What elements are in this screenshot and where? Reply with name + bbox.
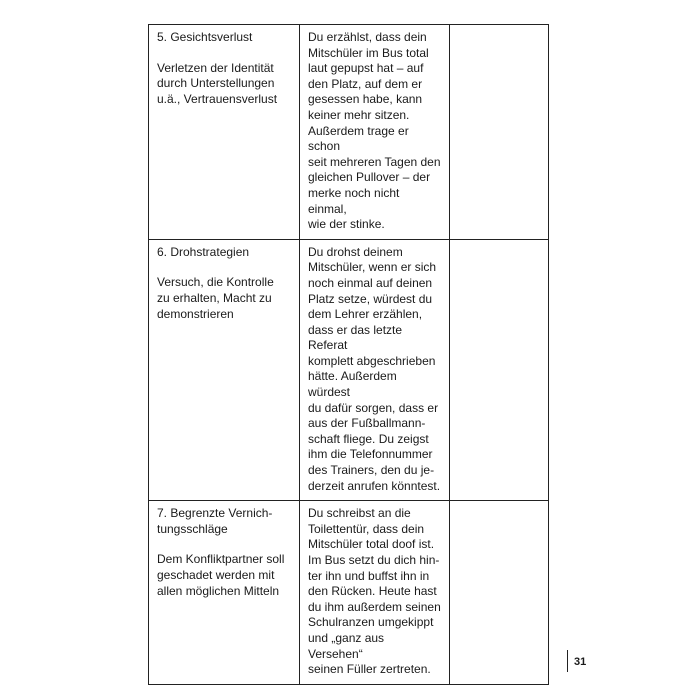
stage-example: Du erzählst, dass dein Mitschüler im Bus total laut gepupst hat – auf den Platz, auf dem er gesessen habe, kann keiner mehr sitzen. Außerdem trage er schon seit mehreren Tagen den gleichen Pullover – der merke noch nicht einmal, wie der stinke.: [308, 30, 441, 232]
notes-cell: [450, 501, 549, 685]
notes-cell: [450, 25, 549, 240]
stage-heading: 5. Gesichtsverlust: [157, 30, 253, 44]
table-row: [149, 239, 549, 501]
example-cell: [300, 239, 450, 501]
notes-cell: [450, 239, 549, 501]
stage-cell: [149, 501, 300, 685]
page-number: 31: [567, 650, 586, 672]
stage-example: Du schreibst an die Toilettentür, dass dein Mitschüler total doof ist. Im Bus setzt du dich hin- ter ihn und buffst ihn in den Rücken. Heute hast du ihm außerdem seinen Schulranzen umgekippt und „ganz aus Versehen“ seinen Füller zertreten.: [308, 506, 441, 677]
stage-description: Dem Konfliktpartner soll geschadet werden mit allen möglichen Mitteln: [157, 552, 285, 598]
example-cell: [300, 501, 450, 685]
stage-heading: 6. Drohstrategien: [157, 244, 250, 259]
conflict-stages-table: [148, 24, 549, 685]
stage-example: Du drohst deinem Mitschüler, wenn er sich noch einmal auf deinen Platz setze, würdest du dem Lehrer erzählen, dass er das letzte Referat komplett abgeschrieben hätte. Außerdem würdest du dafür sorgen, dass er aus der Fußballmann- schaft fliege. Du zeigst ihm die Telefonnummer des Trainers, den du je- derzeit anrufen könntest.: [308, 244, 441, 493]
stage-cell: [149, 25, 300, 240]
stage-description: Versuch, die Kontrolle zu erhalten, Macht zu demonstrieren: [157, 275, 274, 321]
example-cell: [300, 25, 450, 240]
stage-heading: 7. Begrenzte Vernich- tungsschläge: [157, 506, 273, 536]
table-row: [149, 501, 549, 685]
stage-cell: [149, 239, 300, 501]
table-row: [149, 25, 549, 240]
stage-description: Verletzen der Identität durch Unterstellungen u.ä., Vertrauensverlust: [157, 60, 278, 106]
